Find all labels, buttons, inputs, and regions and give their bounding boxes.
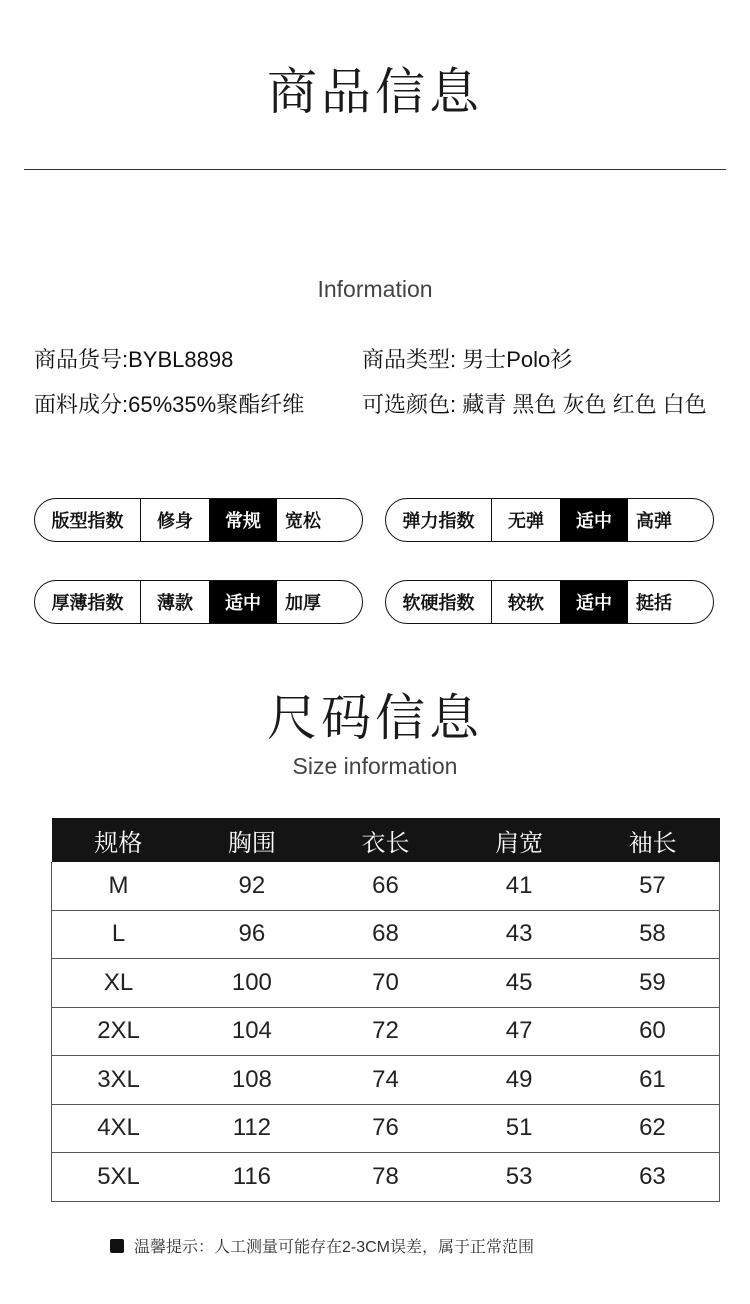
size-info-title: 尺码信息 <box>267 690 483 746</box>
table-row <box>52 1104 720 1153</box>
product-type-label: 商品类型: <box>362 347 457 372</box>
available-colors-value: 藏青 黑色 灰色 红色 白色 <box>456 392 707 417</box>
cell-size: 5XL <box>52 1153 186 1202</box>
cell-sleeve: 63 <box>586 1153 720 1202</box>
cell-size: XL <box>52 959 186 1008</box>
softness-index <box>385 580 714 624</box>
thickness-option-thick: 加厚 <box>285 593 321 613</box>
fit-option-loose: 宽松 <box>285 511 321 531</box>
product-code <box>34 343 233 374</box>
size-table <box>51 818 720 1202</box>
elasticity-option-medium: 适中 <box>560 499 628 541</box>
header-sleeve: 袖长 <box>586 818 720 862</box>
cell-sleeve: 57 <box>586 862 720 910</box>
table-row <box>52 1007 720 1056</box>
elasticity-option-high: 高弹 <box>636 511 672 531</box>
measurement-note <box>110 1234 534 1257</box>
product-code-value: BYBL8898 <box>128 347 234 372</box>
fabric-composition <box>34 388 304 419</box>
cell-sleeve: 59 <box>586 959 720 1008</box>
fit-index-label: 版型指数 <box>35 499 141 541</box>
elasticity-option-none: 无弹 <box>508 511 544 531</box>
product-info-title: 商品信息 <box>267 64 483 120</box>
cell-size: M <box>52 862 186 910</box>
cell-chest: 112 <box>185 1104 319 1153</box>
thickness-option-medium: 适中 <box>209 581 277 623</box>
cell-sleeve: 61 <box>586 1056 720 1105</box>
header-size: 规格 <box>52 818 186 862</box>
softness-index-label: 软硬指数 <box>386 581 492 623</box>
measurement-note-text: 温馨提示：人工测量可能存在2-3CM误差，属于正常范围 <box>134 1239 535 1256</box>
cell-chest: 104 <box>185 1007 319 1056</box>
softness-option-medium: 适中 <box>560 581 628 623</box>
cell-length: 66 <box>319 862 453 910</box>
cell-size: 2XL <box>52 1007 186 1056</box>
cell-chest: 96 <box>185 910 319 959</box>
size-table-header <box>52 818 720 862</box>
cell-shoulder: 51 <box>452 1104 586 1153</box>
product-type <box>362 343 572 374</box>
thickness-index <box>34 580 363 624</box>
fit-option-slim: 修身 <box>157 511 193 531</box>
cell-size: 3XL <box>52 1056 186 1105</box>
fit-index <box>34 498 363 542</box>
elasticity-index <box>385 498 714 542</box>
bullet-square-icon <box>110 1239 124 1253</box>
cell-shoulder: 45 <box>452 959 586 1008</box>
cell-sleeve: 62 <box>586 1104 720 1153</box>
available-colors <box>362 388 707 419</box>
cell-shoulder: 53 <box>452 1153 586 1202</box>
cell-shoulder: 41 <box>452 862 586 910</box>
cell-length: 68 <box>319 910 453 959</box>
thickness-index-label: 厚薄指数 <box>35 581 141 623</box>
cell-size: L <box>52 910 186 959</box>
cell-sleeve: 60 <box>586 1007 720 1056</box>
cell-shoulder: 43 <box>452 910 586 959</box>
elasticity-index-label: 弹力指数 <box>386 499 492 541</box>
table-row <box>52 1153 720 1202</box>
cell-length: 72 <box>319 1007 453 1056</box>
fabric-composition-label: 面料成分: <box>34 392 129 417</box>
softness-option-stiff: 挺括 <box>636 593 672 613</box>
cell-chest: 116 <box>185 1153 319 1202</box>
available-colors-label: 可选颜色: <box>362 392 457 417</box>
product-code-label: 商品货号: <box>34 347 129 372</box>
softness-option-soft: 较软 <box>508 593 544 613</box>
product-type-value: 男士Polo衫 <box>456 347 573 372</box>
cell-shoulder: 47 <box>452 1007 586 1056</box>
table-row <box>52 862 720 910</box>
thickness-option-thin: 薄款 <box>157 593 193 613</box>
table-row <box>52 910 720 959</box>
cell-length: 78 <box>319 1153 453 1202</box>
fabric-composition-value: 65%35%聚酯纤维 <box>128 392 305 417</box>
table-row <box>52 959 720 1008</box>
cell-length: 76 <box>319 1104 453 1153</box>
cell-length: 70 <box>319 959 453 1008</box>
cell-sleeve: 58 <box>586 910 720 959</box>
cell-chest: 100 <box>185 959 319 1008</box>
header-chest: 胸围 <box>185 818 319 862</box>
product-info-subtitle: Information <box>317 276 433 302</box>
cell-chest: 108 <box>185 1056 319 1105</box>
fit-option-regular: 常规 <box>209 499 277 541</box>
size-info-subtitle: Size information <box>292 753 458 779</box>
cell-size: 4XL <box>52 1104 186 1153</box>
cell-shoulder: 49 <box>452 1056 586 1105</box>
header-length: 衣长 <box>319 818 453 862</box>
cell-chest: 92 <box>185 862 319 910</box>
table-row <box>52 1056 720 1105</box>
header-shoulder: 肩宽 <box>452 818 586 862</box>
cell-length: 74 <box>319 1056 453 1105</box>
divider <box>24 169 726 170</box>
